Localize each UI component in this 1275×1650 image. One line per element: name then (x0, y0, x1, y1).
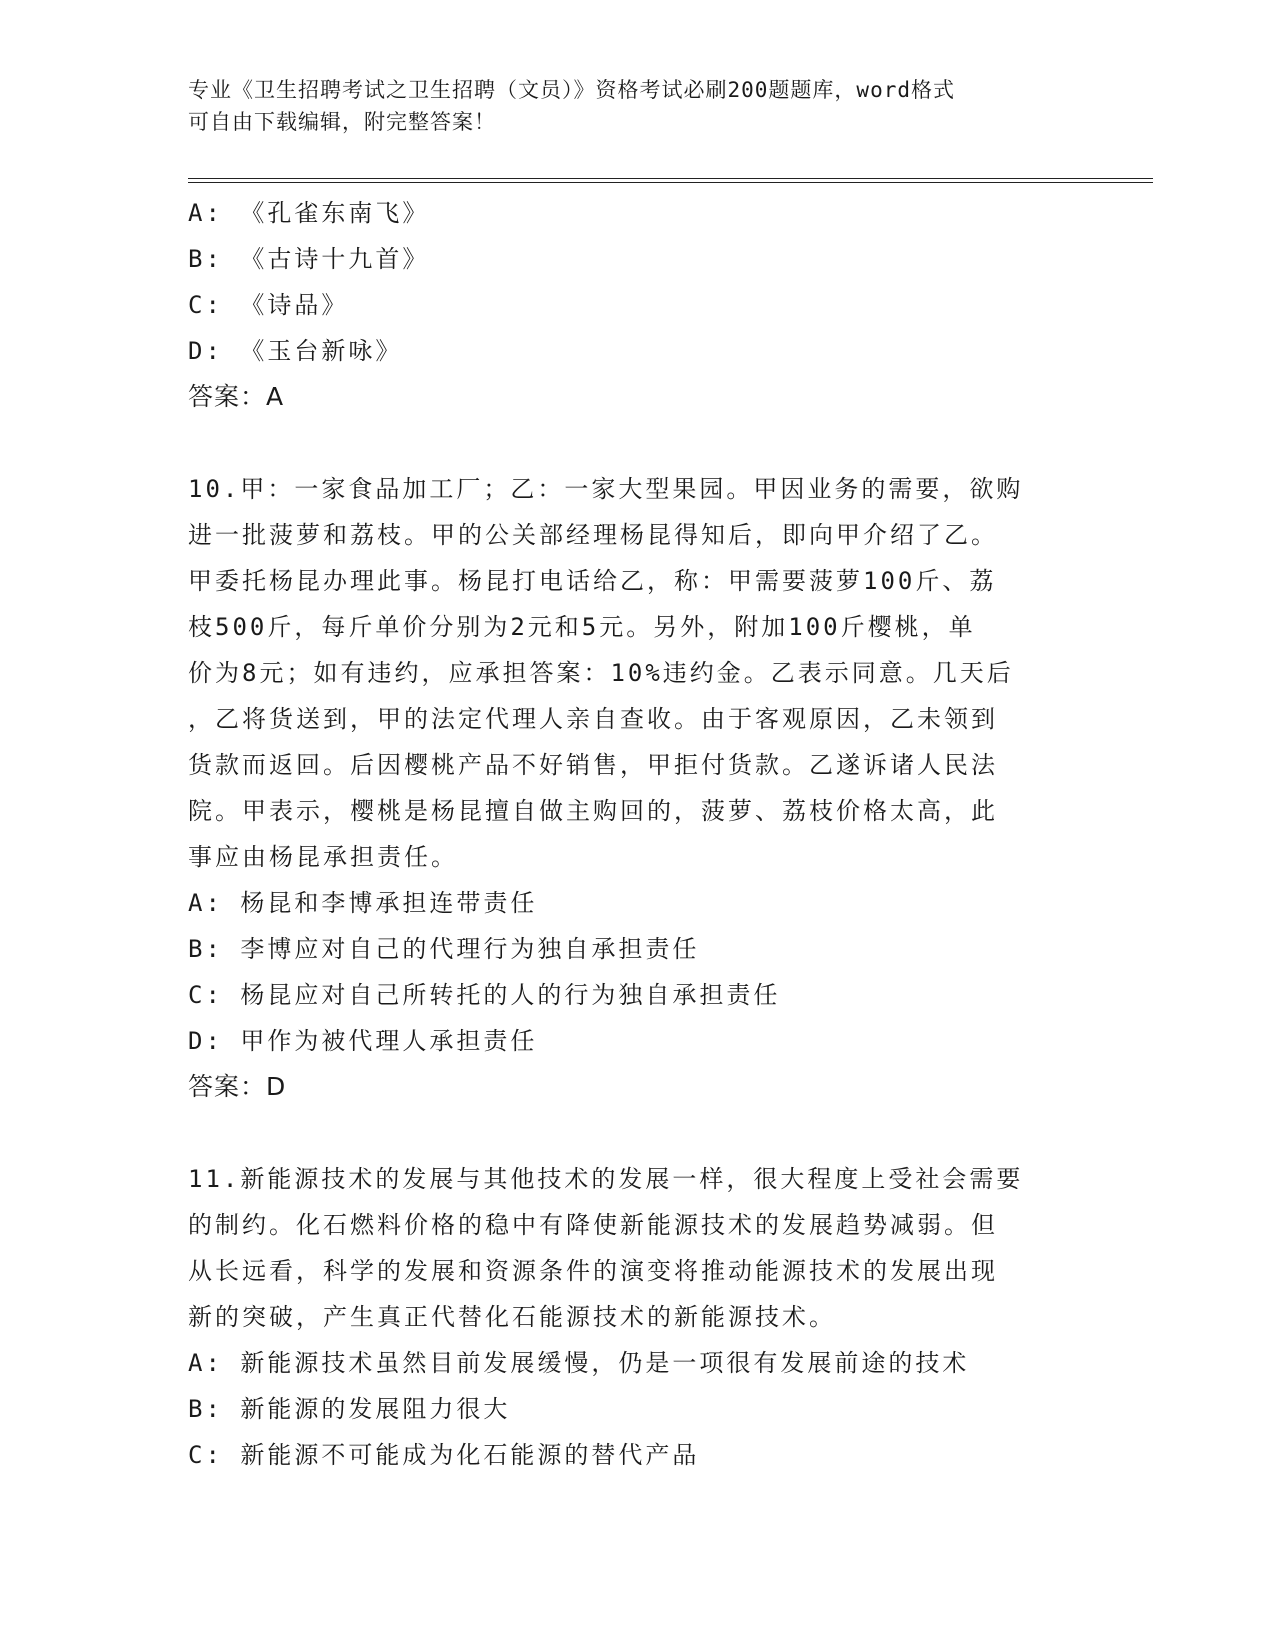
option-d: D: 甲作为被代理人承担责任 (188, 1027, 538, 1055)
question-text-line: 10.甲：一家食品加工厂；乙：一家大型果园。甲因业务的需要，欲购 (188, 475, 1024, 503)
option-b: B: 李博应对自己的代理行为独自承担责任 (188, 935, 700, 963)
option-a: A: 杨昆和李博承担连带责任 (188, 889, 538, 917)
question-10 (188, 466, 1088, 1110)
option-c: C: 《诗品》 (188, 291, 349, 319)
header-line-2: 可自由下载编辑，附完整答案！ (188, 110, 496, 134)
option-c: C: 杨昆应对自己所转托的人的行为独自承担责任 (188, 981, 781, 1009)
question-text-line: 价为8元；如有违约，应承担答案：10%违约金。乙表示同意。几天后 (188, 659, 1014, 687)
question-text-line: 进一批菠萝和荔枝。甲的公关部经理杨昆得知后，即向甲介绍了乙。 (188, 521, 998, 549)
question-9 (188, 190, 1088, 420)
question-11 (188, 1156, 1088, 1478)
question-text-line: 11.新能源技术的发展与其他技术的发展一样，很大程度上受社会需要 (188, 1165, 1024, 1193)
question-text-line: 枝500斤，每斤单价分别为2元和5元。另外，附加100斤樱桃，单 (188, 613, 976, 641)
question-text-line: 事应由杨昆承担责任。 (188, 843, 458, 871)
spacer (188, 420, 1088, 466)
answer-line: 答案：A (188, 382, 285, 411)
question-text-line: 的制约。化石燃料价格的稳中有降使新能源技术的发展趋势减弱。但 (188, 1211, 998, 1239)
question-text-line: 货款而返回。后因樱桃产品不好销售，甲拒付货款。乙遂诉诸人民法 (188, 751, 998, 779)
question-text-line: ，乙将货送到，甲的法定代理人亲自查收。由于客观原因，乙未领到 (188, 705, 998, 733)
question-text-line: 从长远看，科学的发展和资源条件的演变将推动能源技术的发展出现 (188, 1257, 998, 1285)
option-b: B: 新能源的发展阻力很大 (188, 1395, 511, 1423)
spacer (188, 1110, 1088, 1156)
document-body (188, 190, 1088, 1478)
question-text-line: 院。甲表示，樱桃是杨昆擅自做主购回的，菠萝、荔枝价格太高，此 (188, 797, 998, 825)
question-text-line: 新的突破，产生真正代替化石能源技术的新能源技术。 (188, 1303, 836, 1331)
option-b: B: 《古诗十九首》 (188, 245, 430, 273)
option-d: D: 《玉台新咏》 (188, 337, 403, 365)
page-header (188, 74, 1088, 138)
header-line-1: 专业《卫生招聘考试之卫生招聘（文员）》资格考试必刷200题题库，word格式 (188, 78, 955, 102)
answer-line: 答案：D (188, 1072, 287, 1101)
option-a: A: 《孔雀东南飞》 (188, 199, 430, 227)
option-c: C: 新能源不可能成为化石能源的替代产品 (188, 1441, 700, 1469)
header-divider-top (188, 178, 1153, 179)
header-divider-bottom (188, 182, 1153, 183)
option-a: A: 新能源技术虽然目前发展缓慢，仍是一项很有发展前途的技术 (188, 1349, 970, 1377)
question-text-line: 甲委托杨昆办理此事。杨昆打电话给乙，称：甲需要菠萝100斤、荔 (188, 567, 997, 595)
